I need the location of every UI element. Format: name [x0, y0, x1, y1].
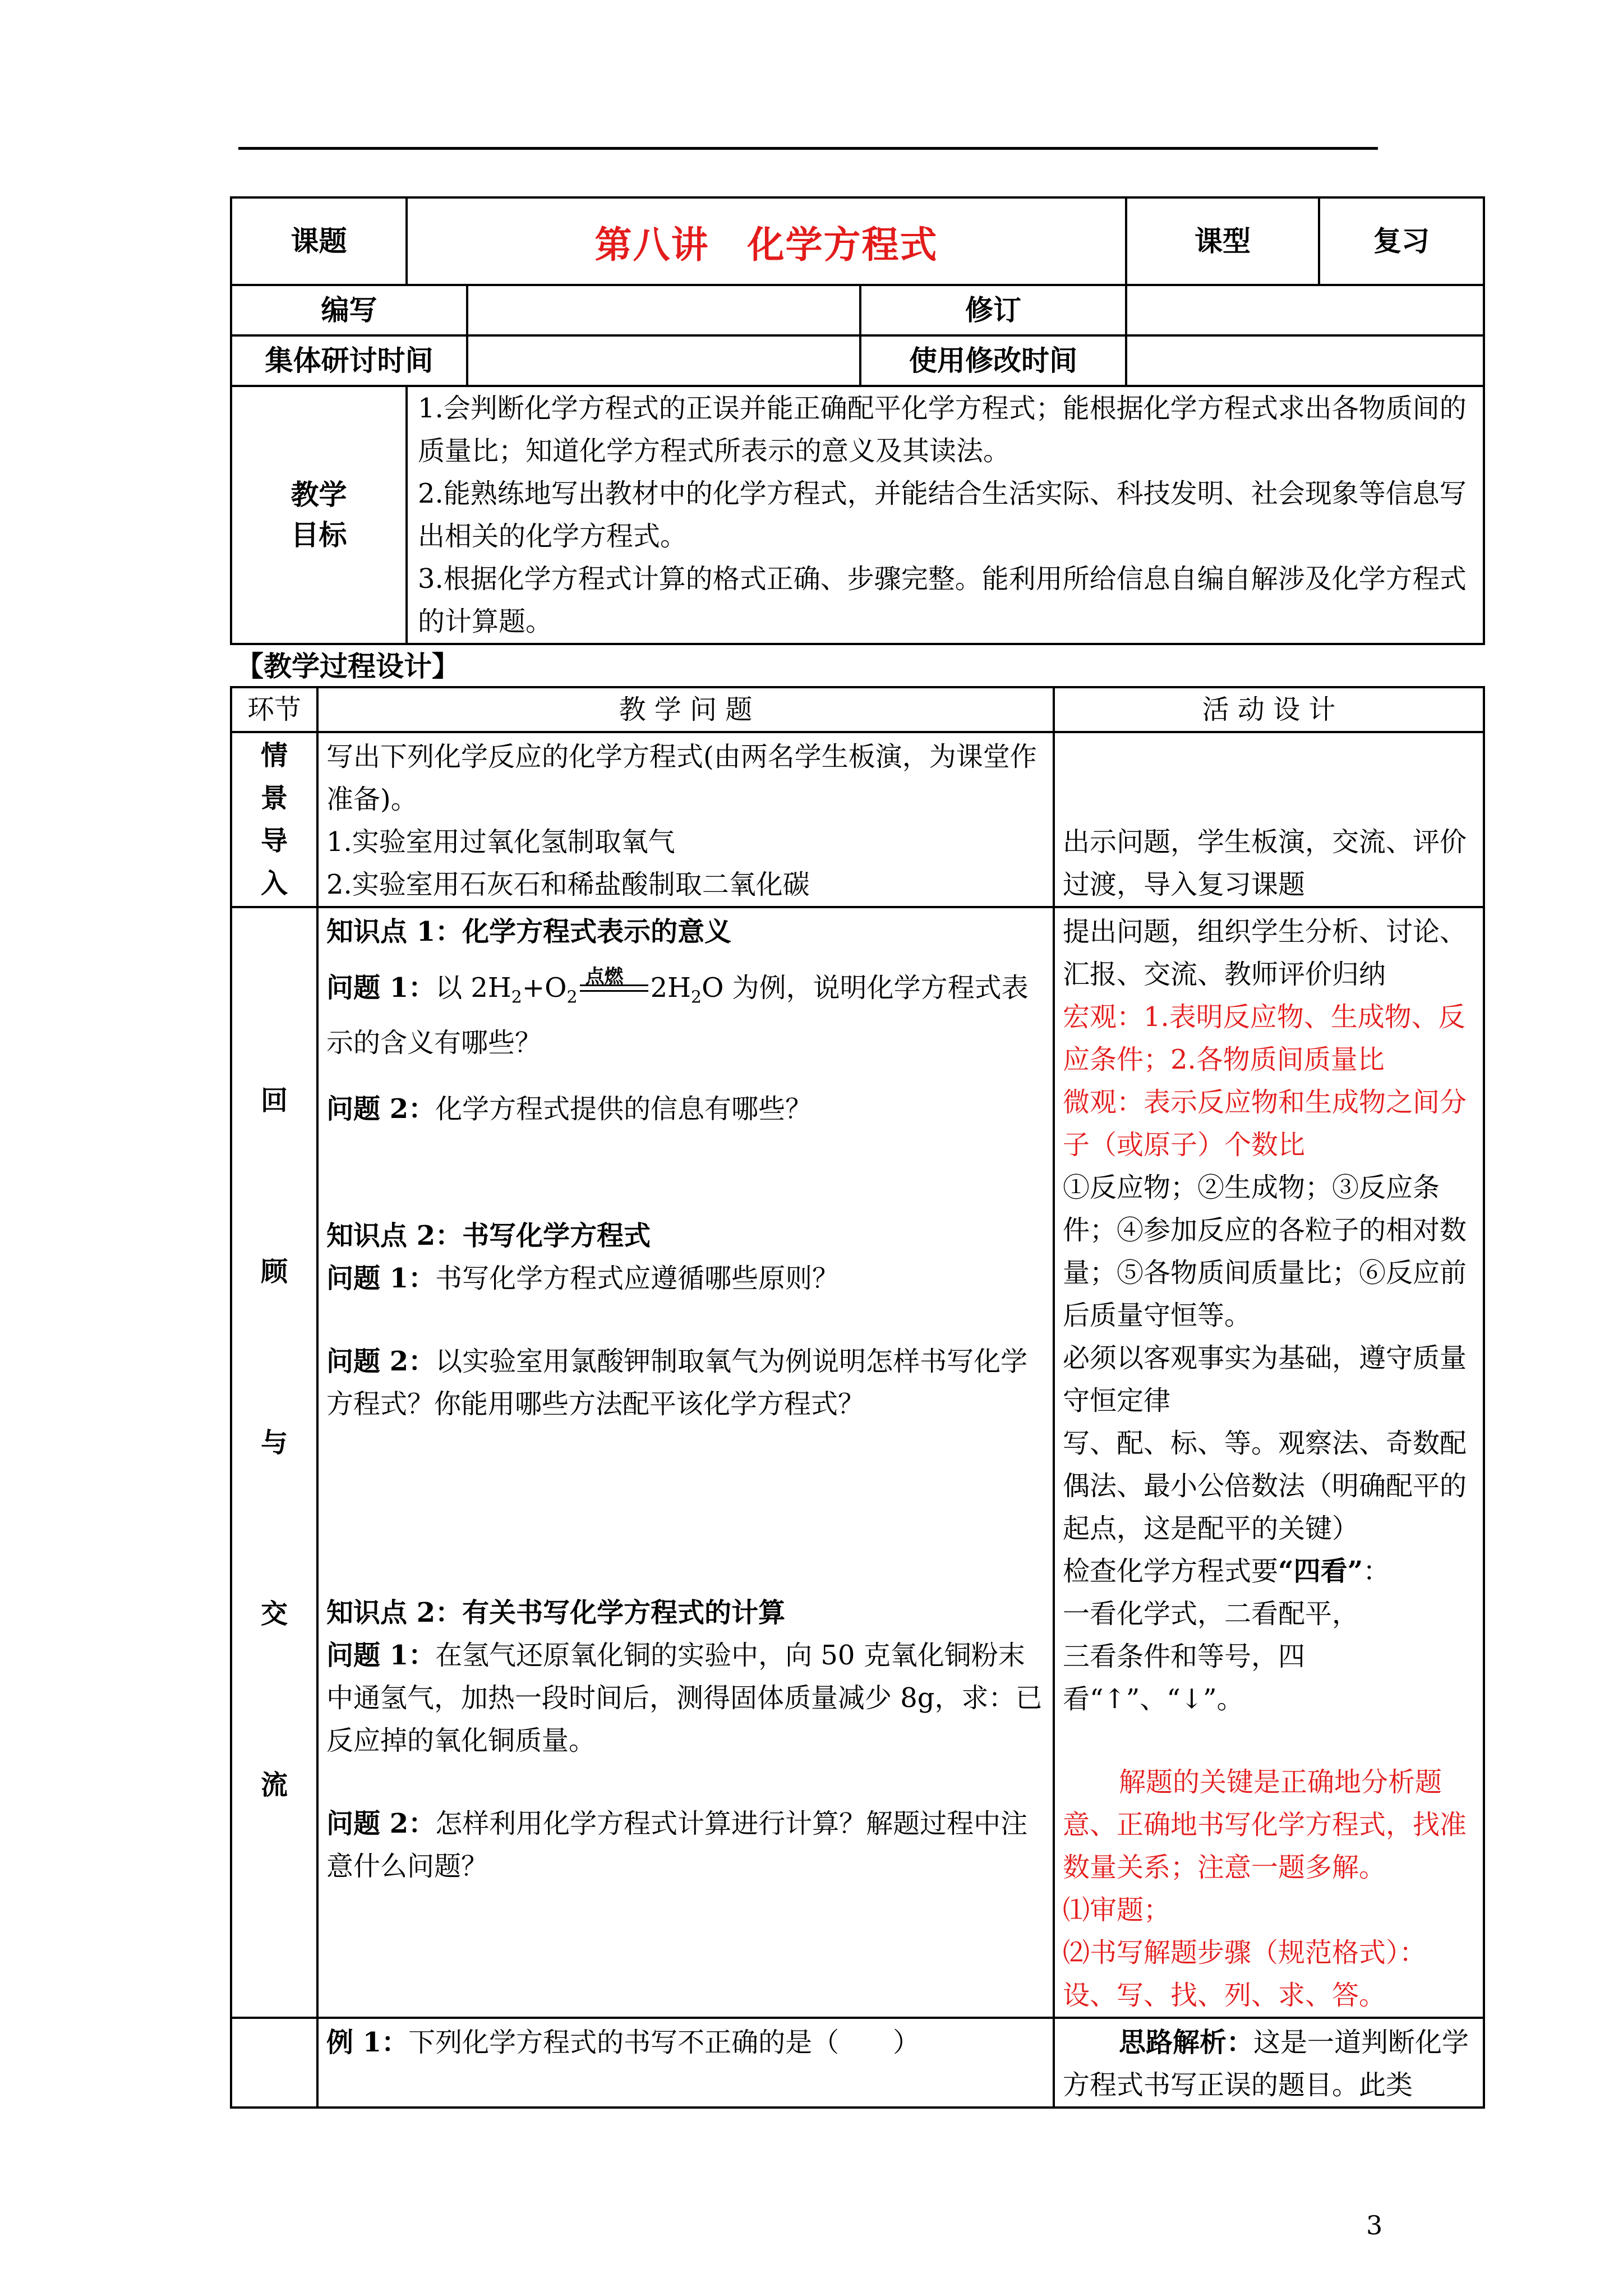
goals-content [407, 386, 1484, 644]
stage-char: 流 [260, 1769, 288, 1801]
intro-question [317, 732, 1054, 907]
activity-text: 检查化学方程式要 [1063, 1556, 1279, 1587]
kp2-question-2 [326, 1340, 1045, 1425]
stage-char: 景 [260, 783, 288, 814]
page-number: 3 [1366, 2210, 1383, 2240]
activity-text: 一看化学式，二看配平， [1063, 1598, 1359, 1630]
activity-text: 提出问题，组织学生分析、讨论、汇报、交流、教师评价归纳 [1063, 916, 1467, 990]
intro-line: 写出下列化学反应的化学方程式(由两名学生板演，为课堂作准备)。 [326, 741, 1037, 815]
usage-time-label: 使用修改时间 [860, 335, 1126, 386]
author-label: 编写 [231, 285, 467, 335]
header-rule [238, 147, 1378, 150]
activity-text: 必须以客观事实为基础，遵守质量守恒定律 [1063, 1342, 1467, 1416]
col-activity-header: 活 动 设 计 [1054, 687, 1484, 732]
revise-value [1126, 285, 1484, 335]
analysis-text: 这是一道判断化学方程式书写正误的题目。此类 [1063, 2027, 1469, 2101]
stage-char: 入 [260, 868, 288, 899]
goals-label-line1: 教学 [291, 478, 347, 511]
stage-char: 交 [260, 1598, 288, 1630]
usage-time-value [1126, 335, 1484, 386]
activity-step: ⑵书写解题步骤（规范格式）：设、写、找、列、求、答。 [1063, 1937, 1427, 2011]
type-value: 复习 [1319, 197, 1484, 285]
kp3-title: 知识点 2：有关书写化学方程式的计算 [326, 1596, 786, 1628]
question-label: 问题 2： [326, 1345, 436, 1377]
goal-item: 2.能熟练地写出教材中的化学方程式，并能结合生活实际、科技发明、社会现象等信息写出相关的化学方程式。 [418, 478, 1467, 552]
kp2-title: 知识点 2：书写化学方程式 [326, 1220, 651, 1251]
type-label: 课型 [1126, 197, 1319, 285]
activity-text: 三看条件和等号，四看“↑”、“↓”。 [1063, 1641, 1306, 1715]
goal-item: 3.根据化学方程式计算的格式正确、步骤完整。能利用所给信息自编自解涉及化学方程式的计算题。 [418, 563, 1467, 637]
question-text: 怎样利用化学方程式计算进行计算？解题过程中注意什么问题？ [326, 1807, 1028, 1882]
intro-line: 2.实验室用石灰石和稀盐酸制取二氧化碳 [326, 869, 810, 900]
formula-text: 以 2H [435, 972, 511, 1004]
example-question [317, 2018, 1054, 2108]
lesson-info-table [230, 196, 1485, 645]
example-text: 下列化学方程式的书写不正确的是（ ） [408, 2027, 920, 2058]
formula-text: +O [522, 972, 567, 1004]
goals-label-line2: 目标 [291, 518, 347, 551]
stage-char: 顾 [260, 1256, 288, 1287]
subscript: 2 [690, 987, 702, 1007]
activity-macro: 宏观：1.表明反应物、生成物、反应条件；2.各物质间质量比 [1063, 1001, 1465, 1075]
question-label: 问题 1： [326, 1262, 436, 1294]
example-analysis [1054, 2018, 1484, 2108]
formula-text: 2H [650, 972, 691, 1004]
kp3-question-2 [326, 1802, 1045, 1888]
review-questions [317, 907, 1054, 2018]
stage-char: 回 [260, 1085, 288, 1116]
activity-text: 写、配、标、等。观察法、奇数配偶法、最小公倍数法（明确配平的起点，这是配平的关键） [1063, 1428, 1467, 1544]
lesson-title: 第八讲 化学方程式 [407, 197, 1126, 285]
activity-micro: 微观：表示反应物和生成物之间分子（或原子）个数比 [1063, 1087, 1467, 1161]
col-stage-header: 环节 [231, 687, 317, 732]
activity-text: ①反应物；②生成物；③反应条件；④参加反应的各粒子的相对数量；⑤各物质间质量比；⑥反应前后质量守恒等。 [1063, 1172, 1467, 1331]
goal-item: 1.会判断化学方程式的正误并能正确配平化学方程式；能根据化学方程式求出各物质间的质量比；知道化学方程式所表示的意义及其读法。 [418, 393, 1467, 467]
subscript: 2 [511, 987, 522, 1007]
question-label: 问题 1： [326, 1639, 436, 1671]
kp1-question-2 [326, 1088, 1045, 1130]
formula-text: O 为例，说明化学方程式表示的含义有哪些？ [326, 972, 1029, 1059]
stage-example [231, 2018, 317, 2108]
kp1-title: 知识点 1：化学方程式表示的意义 [326, 916, 732, 947]
section-title: 【教学过程设计】 [236, 650, 460, 683]
question-text: 在氢气还原氧化铜的实验中，向 50 克氧化铜粉末中通氢气，加热一段时间后，测得固体质量减少 8g，求：已反应掉的氧化铜质量。 [326, 1639, 1043, 1756]
review-activity [1054, 907, 1484, 2018]
stage-char: 情 [260, 740, 288, 771]
activity-key-point: 解题的关键是正确地分析题意、正确地书写化学方程式，找准数量关系；注意一题多解。 [1063, 1766, 1467, 1883]
author-value [467, 285, 860, 335]
question-label: 问题 2： [326, 1807, 436, 1839]
research-time-value [467, 335, 860, 386]
stage-intro [231, 732, 317, 907]
activity-text: ： [1363, 1556, 1390, 1587]
kp1-question-1 [326, 965, 1045, 1065]
intro-activity-line: 出示问题，学生板演，交流、评价 [1063, 826, 1467, 858]
subscript: 2 [566, 987, 578, 1007]
col-question-header: 教 学 问 题 [317, 687, 1054, 732]
question-label: 问题 1： [326, 972, 436, 1004]
question-label: 问题 2： [326, 1093, 436, 1125]
activity-step: ⑴审题； [1063, 1894, 1171, 1926]
course-label: 课题 [231, 197, 407, 285]
stage-char: 与 [260, 1427, 288, 1458]
analysis-label: 思路解析： [1119, 2027, 1254, 2058]
intro-line: 1.实验室用过氧化氢制取氧气 [326, 826, 675, 858]
revise-label: 修订 [860, 285, 1126, 335]
reaction-condition: 点燃 [585, 965, 624, 988]
process-table [230, 686, 1485, 2109]
kp2-question-1 [326, 1257, 1045, 1300]
goals-label [231, 386, 407, 644]
example-label: 例 1： [326, 2027, 409, 2058]
question-text: 化学方程式提供的信息有哪些？ [435, 1093, 813, 1125]
research-time-label: 集体研讨时间 [231, 335, 467, 386]
activity-emphasis: “四看” [1278, 1556, 1363, 1587]
question-text: 书写化学方程式应遵循哪些原则？ [435, 1262, 840, 1294]
intro-activity [1054, 732, 1484, 907]
stage-review [231, 907, 317, 2018]
question-text: 以实验室用氯酸钾制取氧气为例说明怎样书写化学方程式？你能用哪些方法配平该化学方程式？ [326, 1345, 1028, 1420]
activity-four-checks [1063, 1550, 1475, 1593]
reaction-arrow [580, 965, 648, 1001]
kp3-question-1 [326, 1634, 1045, 1762]
intro-activity-line: 过渡，导入复习课题 [1063, 869, 1306, 900]
stage-char: 导 [260, 825, 288, 857]
